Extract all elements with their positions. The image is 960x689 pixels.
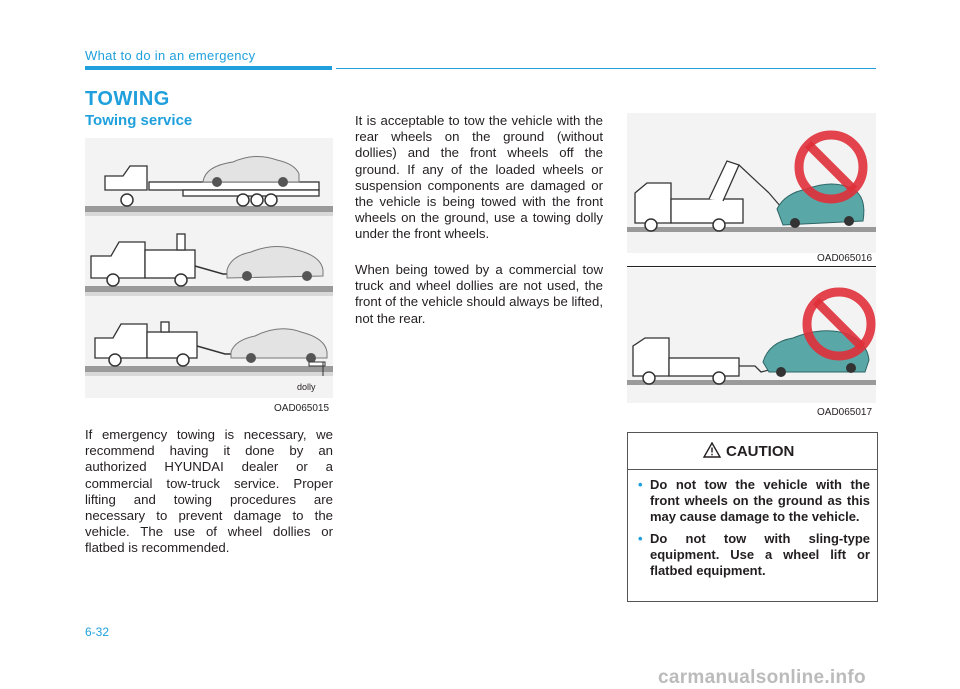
bullet-icon: • bbox=[638, 531, 643, 546]
section-header: What to do in an emergency bbox=[85, 48, 256, 63]
dolly-label: dolly bbox=[297, 382, 316, 392]
bullet-icon: • bbox=[638, 477, 643, 492]
subsection-title: Towing service bbox=[85, 112, 193, 129]
caution-box bbox=[627, 432, 878, 602]
caution-list bbox=[638, 477, 870, 585]
header-rule bbox=[336, 68, 876, 69]
page-title: TOWING bbox=[85, 88, 170, 110]
watermark: carmanualsonline.info bbox=[658, 667, 866, 688]
caution-title: CAUTION bbox=[726, 443, 795, 460]
caution-item: • Do not tow the vehicle with the front wheels on the ground as this may cause damage to the vehicle. bbox=[638, 477, 870, 524]
page-number: 6-32 bbox=[85, 625, 110, 639]
header-accent-bar bbox=[85, 66, 332, 70]
warning-triangle-icon bbox=[703, 442, 721, 458]
intro-paragraph: If emergency towing is necessary, we recommend having it done by an authorized HYUNDAI dealer or a commercial tow-truck service. Proper lifting and towing procedures are necessary to prevent damage to the vehicle. The use of wheel dollies or flatbed is recommended. bbox=[85, 427, 333, 556]
figure-code-bottom-right: OAD065017 bbox=[817, 407, 873, 418]
tow-truck-pulling-car-illustration bbox=[627, 113, 876, 253]
towing-methods-illustration bbox=[85, 138, 333, 398]
figure-code-left: OAD065015 bbox=[274, 403, 330, 414]
rear-wheels-paragraph: It is acceptable to tow the vehicle with the rear wheels on the ground (without dollies) and the front wheels off the ground. If any of the loaded wheels or suspension components are damaged or the vehicle is being towed with the front wheels on the ground, use a towing dolly under the front wheels. bbox=[355, 113, 603, 242]
dolly-truck-illustration bbox=[85, 322, 333, 376]
wheel-lift-truck-illustration bbox=[85, 234, 333, 296]
figure-code-top-right: OAD065016 bbox=[817, 253, 873, 264]
commercial-tow-paragraph: When being towed by a commercial tow truck and wheel dollies are not used, the front of the vehicle should always be lifted, not the rear. bbox=[355, 262, 603, 326]
flatbed-front-wheels-down-illustration bbox=[627, 268, 876, 403]
figure-divider bbox=[627, 266, 876, 267]
caution-header bbox=[628, 433, 877, 470]
caution-item: • Do not tow with sling-type equipment. Use a wheel lift or flatbed equipment. bbox=[638, 531, 870, 578]
flatbed-truck-illustration bbox=[85, 156, 333, 216]
